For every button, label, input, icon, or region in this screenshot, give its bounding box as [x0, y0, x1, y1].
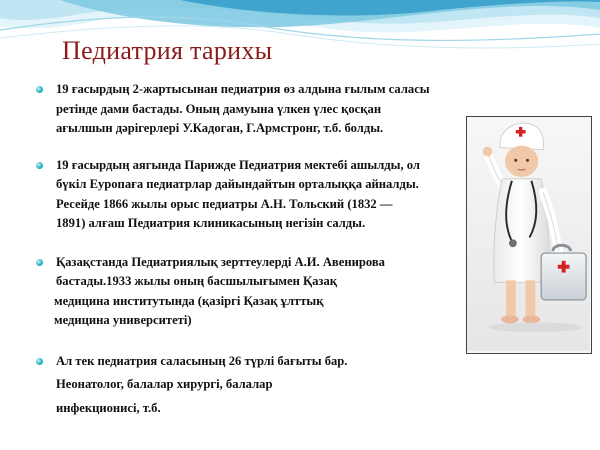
bullet-line: 19 ғасырдың 2-жартысынан педиатрия өз алдына ғылым саласы	[56, 82, 430, 96]
bullet-icon	[36, 86, 43, 93]
bullet-item-1	[36, 80, 476, 139]
bullet-item-3	[36, 253, 476, 292]
bullet-line: 19 ғасырдың аягында Парижде Педиатрия мектебі ашылды, ол	[56, 157, 421, 172]
bullet-line: Ал тек педиатрия саласының 26 түрлі бағыты бар.	[56, 353, 348, 368]
bullet-item-4	[36, 352, 476, 372]
slide-title: Педиатрия тарихы	[62, 36, 273, 65]
bullet-continuation-line: Неонатолог, балалар хирургі, балалар	[56, 377, 273, 391]
bullet-icon	[36, 358, 43, 365]
child-doctor-illustration	[467, 117, 590, 352]
bullet-line: бүкіл Еуропаға педиатрлар дайындайтын орталыққа айналды.	[56, 177, 419, 191]
bullet-item-2	[36, 156, 476, 234]
bullet-icon	[36, 259, 43, 266]
bullet-continuation-line: медицина университеті)	[54, 313, 192, 327]
bullet-icon	[36, 162, 43, 169]
bullet-continuation-line: медицина институтында (қазіргі Қазақ ұлттық	[54, 293, 324, 308]
slide-body	[36, 80, 476, 418]
bullet-line: ағылшын дәрігерлері У.Кадоган, Г.Армстронг, т.б. болды.	[56, 121, 384, 135]
bullet-line: ретінде дами бастады. Оның дамуына үлкен үлес қосқан	[56, 101, 382, 116]
bullet-continuation-line: инфекционисі, т.б.	[56, 400, 161, 415]
child-doctor-photo	[466, 116, 592, 354]
bullet-line: бастады.1933 жылы оның басшылығымен Қазақ	[56, 274, 338, 288]
bullet-line: Ресейде 1866 жылы орыс педиатры А.Н. Тольский (1832 —	[56, 196, 393, 211]
bullet-line: 1891) алғаш Педиатрия клиникасының негізін салды.	[56, 216, 366, 230]
bullet-line: Қазақстанда Педиатриялық зерттеулерді А.И. Авенирова	[56, 254, 385, 269]
